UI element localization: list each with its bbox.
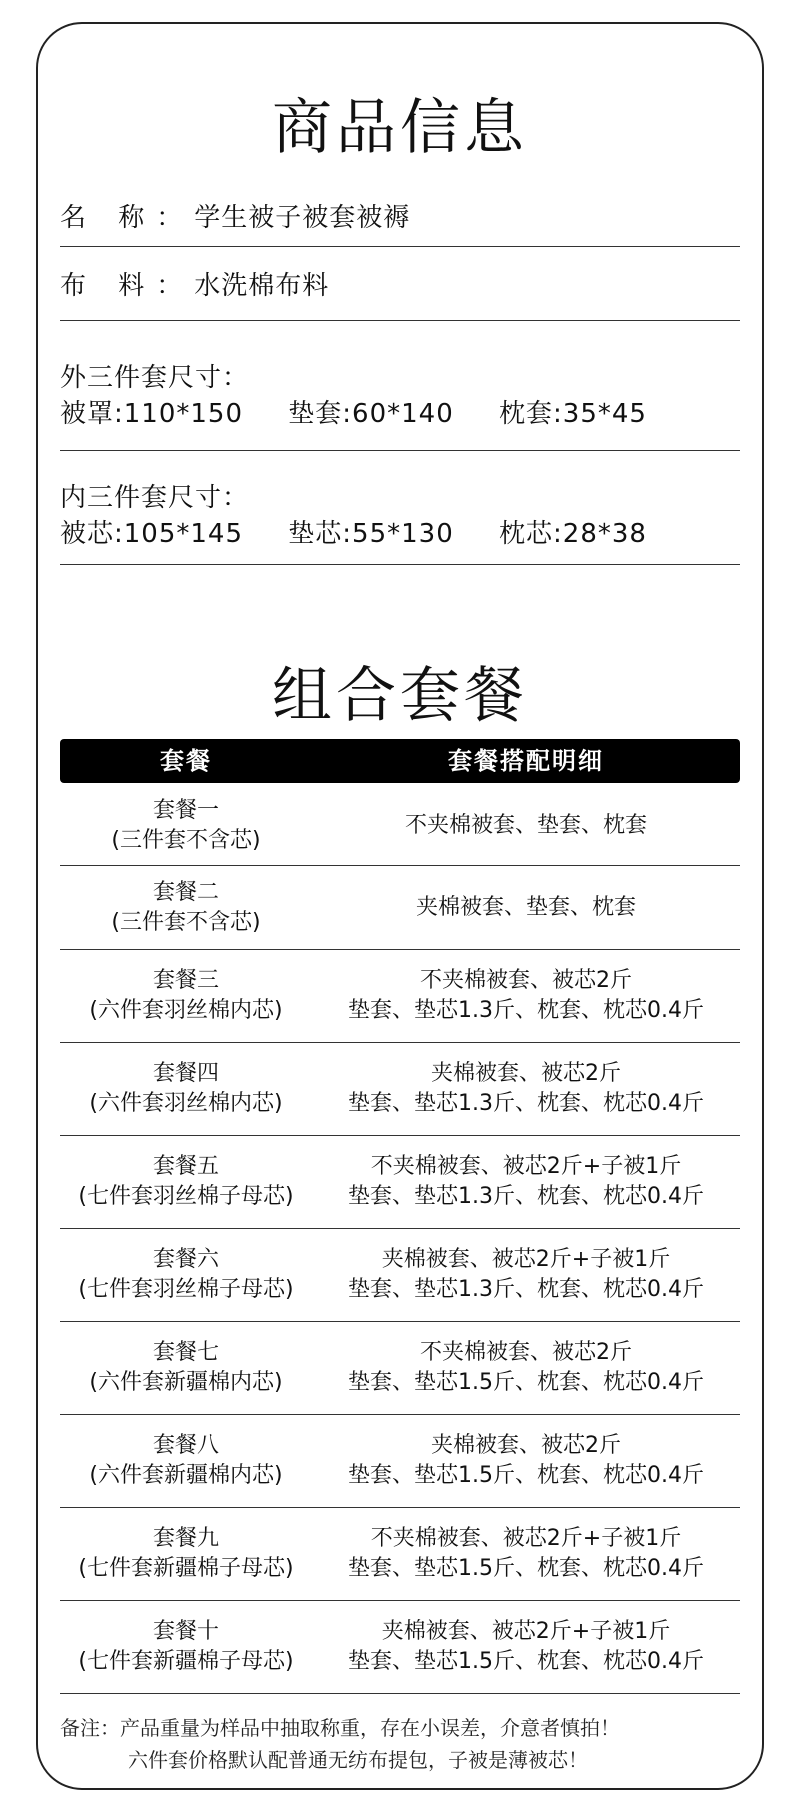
package-name: 套餐十 — [152, 1619, 219, 1644]
package-detail-line: 夹棉被套、被芯2斤+子被1斤 — [381, 1619, 671, 1644]
package-detail-line: 垫套、垫芯1.5斤、枕套、枕芯0.4斤 — [348, 1463, 704, 1488]
package-subtitle: (六件套羽丝棉内芯) — [89, 998, 283, 1023]
inner-spec-mattress-core: 垫芯:55*130 — [288, 519, 454, 549]
product-name-label: 名 称： — [60, 203, 195, 233]
package-name: 套餐九 — [152, 1526, 219, 1551]
fabric-row — [60, 268, 740, 321]
package-subtitle: (七件套新疆棉子母芯) — [78, 1556, 294, 1581]
package-detail-line: 夹棉被套、被芯2斤 — [431, 1433, 621, 1458]
package-detail-line: 垫套、垫芯1.5斤、枕套、枕芯0.4斤 — [348, 1370, 704, 1395]
fabric-value: 水洗棉布料 — [194, 271, 330, 301]
combo-packages-title: 组合套餐 — [272, 661, 528, 731]
package-name-cell — [60, 1043, 312, 1135]
product-info-title: 商品信息 — [272, 93, 528, 163]
package-detail-line: 垫套、垫芯1.3斤、枕套、枕芯0.4斤 — [348, 1091, 704, 1116]
note-line-2: 六件套价格默认配普通无纺布提包，子被是薄被芯！ — [128, 1748, 588, 1772]
package-name-cell — [60, 866, 312, 949]
package-name-cell — [60, 786, 312, 865]
package-name: 套餐三 — [152, 968, 219, 993]
package-name: 套餐八 — [152, 1433, 219, 1458]
outer-set-size-title: 外三件套尺寸： — [60, 363, 250, 393]
inner-spec-pillow-core: 枕芯:28*38 — [499, 519, 647, 549]
table-row — [60, 1229, 740, 1322]
package-name: 套餐五 — [152, 1154, 219, 1179]
package-detail-line: 不夹棉被套、被芯2斤 — [420, 968, 632, 993]
package-name-cell — [60, 1229, 312, 1321]
package-detail-line: 垫套、垫芯1.3斤、枕套、枕芯0.4斤 — [348, 1277, 704, 1302]
fabric-label: 布 料： — [60, 271, 195, 301]
package-detail-cell — [312, 1415, 740, 1507]
outer-spec-pillowcase: 枕套:35*45 — [499, 399, 647, 429]
package-detail-cell — [312, 950, 740, 1042]
inner-set-size-row — [60, 480, 740, 565]
package-detail-line: 夹棉被套、垫套、枕套 — [415, 894, 636, 920]
package-detail-cell — [312, 1601, 740, 1693]
package-name-cell — [60, 1322, 312, 1414]
package-name: 套餐一 — [152, 797, 219, 823]
package-table-body — [60, 786, 740, 1694]
package-detail-line: 夹棉被套、被芯2斤+子被1斤 — [381, 1247, 671, 1272]
package-subtitle: (七件套新疆棉子母芯) — [78, 1649, 294, 1674]
package-name: 套餐四 — [152, 1061, 219, 1086]
product-name-value: 学生被子被套被褥 — [194, 203, 411, 233]
table-row — [60, 866, 740, 950]
package-name-cell — [60, 1601, 312, 1693]
package-subtitle: (六件套新疆棉内芯) — [89, 1463, 283, 1488]
header-package: 套餐 — [160, 747, 212, 775]
table-row — [60, 1601, 740, 1694]
table-row — [60, 786, 740, 866]
package-subtitle: (六件套羽丝棉内芯) — [89, 1091, 283, 1116]
package-name-cell — [60, 1136, 312, 1228]
package-detail-line: 垫套、垫芯1.3斤、枕套、枕芯0.4斤 — [348, 998, 704, 1023]
inner-set-size-title: 内三件套尺寸： — [60, 483, 250, 513]
package-subtitle: (六件套新疆棉内芯) — [89, 1370, 283, 1395]
package-detail-cell — [312, 1136, 740, 1228]
package-subtitle: (三件套不含芯) — [111, 909, 261, 935]
header-package-detail: 套餐搭配明细 — [448, 747, 604, 775]
package-detail-line: 垫套、垫芯1.3斤、枕套、枕芯0.4斤 — [348, 1184, 704, 1209]
package-detail-cell — [312, 1508, 740, 1600]
table-row — [60, 1508, 740, 1601]
package-detail-cell — [312, 786, 740, 865]
package-detail-line: 不夹棉被套、被芯2斤 — [420, 1340, 632, 1365]
package-detail-line: 不夹棉被套、被芯2斤+子被1斤 — [370, 1154, 682, 1179]
package-detail-cell — [312, 1322, 740, 1414]
package-name-cell — [60, 1415, 312, 1507]
product-name-row — [60, 200, 740, 247]
package-detail-line: 不夹棉被套、垫套、枕套 — [404, 812, 647, 838]
package-subtitle: (七件套羽丝棉子母芯) — [78, 1277, 294, 1302]
package-table-header — [60, 739, 740, 783]
package-name: 套餐七 — [152, 1340, 219, 1365]
package-subtitle: (七件套羽丝棉子母芯) — [78, 1184, 294, 1209]
package-detail-line: 垫套、垫芯1.5斤、枕套、枕芯0.4斤 — [348, 1556, 704, 1581]
note-line-1: 备注：产品重量为样品中抽取称重，存在小误差，介意者慎拍！ — [60, 1716, 620, 1740]
outer-spec-mattress-cover: 垫套:60*140 — [288, 399, 454, 429]
package-name-cell — [60, 950, 312, 1042]
table-row — [60, 1043, 740, 1136]
package-detail-line: 夹棉被套、被芯2斤 — [431, 1061, 621, 1086]
inner-spec-quilt-core: 被芯:105*145 — [60, 519, 244, 549]
package-detail-line: 垫套、垫芯1.5斤、枕套、枕芯0.4斤 — [348, 1649, 704, 1674]
note — [60, 1712, 740, 1776]
package-subtitle: (三件套不含芯) — [111, 827, 261, 853]
outer-set-size-row — [60, 360, 740, 451]
table-row — [60, 950, 740, 1043]
table-row — [60, 1415, 740, 1508]
table-row — [60, 1322, 740, 1415]
package-detail-cell — [312, 1229, 740, 1321]
package-name-cell — [60, 1508, 312, 1600]
package-detail-cell — [312, 1043, 740, 1135]
table-row — [60, 1136, 740, 1229]
package-detail-cell — [312, 866, 740, 949]
package-name: 套餐六 — [152, 1247, 219, 1272]
package-name: 套餐二 — [152, 879, 219, 905]
outer-spec-duvet-cover: 被罩:110*150 — [60, 399, 244, 429]
package-detail-line: 不夹棉被套、被芯2斤+子被1斤 — [370, 1526, 682, 1551]
